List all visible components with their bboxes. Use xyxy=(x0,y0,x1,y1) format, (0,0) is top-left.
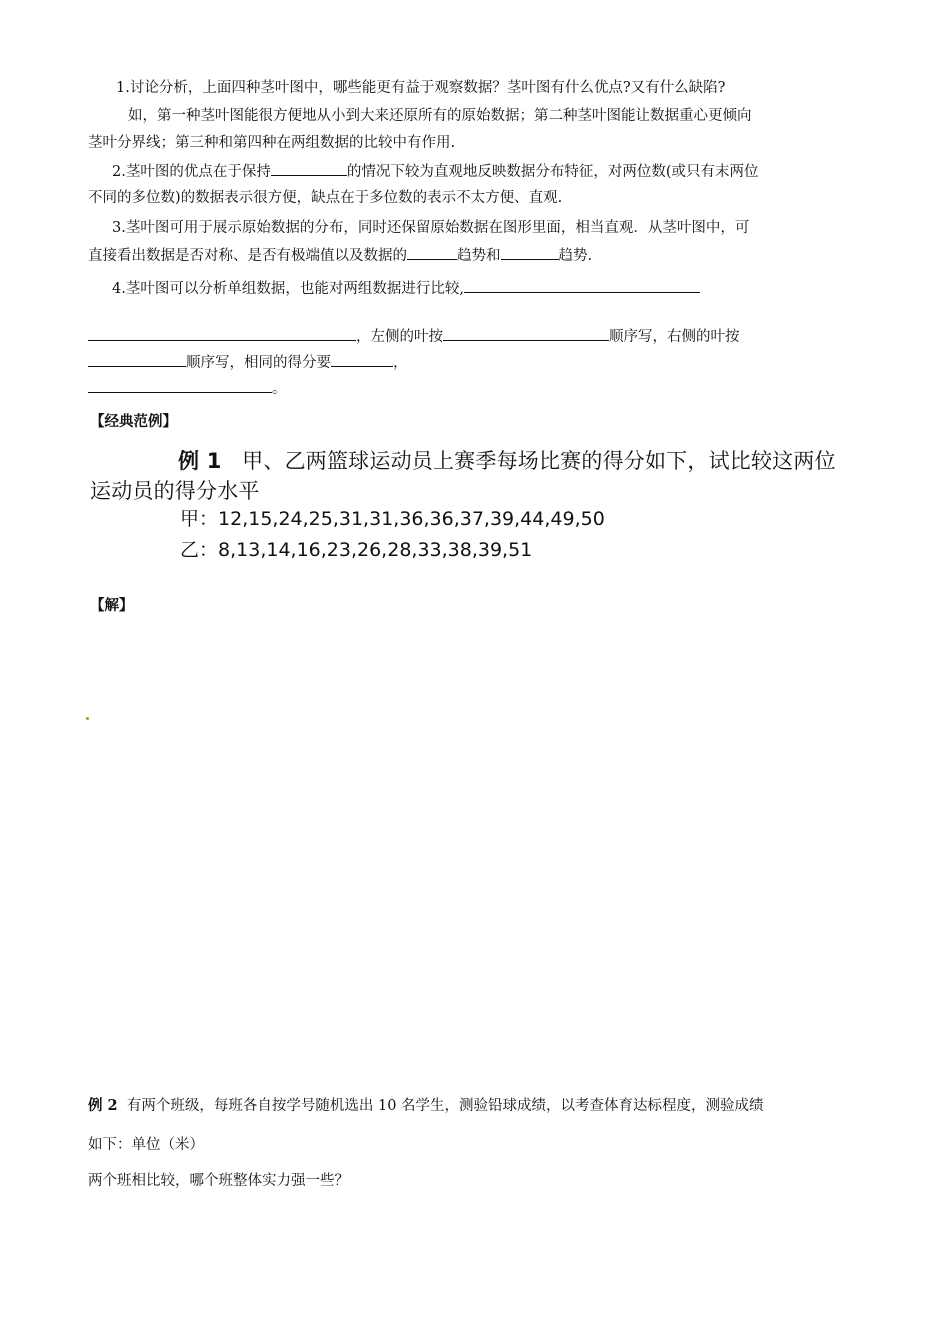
example2-line1-text: 有两个班级，每班各自按学号随机选出 10 名学生，测验铅球成绩，以考查体育达标程度，测验成绩 xyxy=(126,1098,764,1114)
q4-blank-5[interactable] xyxy=(331,352,393,367)
q4-line4 xyxy=(88,378,287,399)
q1-text: 1.讨论分析，上面四种茎叶图中，哪些能更有益于观察数据？茎叶图有什么优点?又有什么缺陷? xyxy=(116,80,726,96)
q4-line2 xyxy=(88,326,740,347)
q2-line1 xyxy=(112,161,759,182)
example1-jia-row xyxy=(180,506,605,532)
q2-part2: 的情况下较为直观地反映数据分布特征，对两位数(或只有末两位 xyxy=(346,164,759,180)
q4-blank-3[interactable] xyxy=(443,326,609,341)
q4-blank-2[interactable] xyxy=(88,326,356,341)
q2-blank[interactable] xyxy=(271,161,347,176)
example1-title-line1 xyxy=(178,447,836,475)
example2-line1 xyxy=(88,1096,764,1116)
jia-scores: 12,15,24,25,31,31,36,36,37,39,44,49,50 xyxy=(218,508,605,530)
stray-dot xyxy=(86,717,89,720)
q3-line2 xyxy=(88,245,592,266)
q3-blank-2[interactable] xyxy=(501,245,559,260)
q4-line1 xyxy=(112,278,700,299)
q4-line2-part2: 顺序写，右侧的叶按 xyxy=(609,329,740,345)
q4-line3-part1: 顺序写，相同的得分要 xyxy=(186,355,331,371)
q3-line1: 3.茎叶图可用于展示原始数据的分布，同时还保留原始数据在图形里面，相当直观．从茎叶图中，可 xyxy=(112,220,750,236)
q4-blank-1[interactable] xyxy=(464,278,700,293)
q4-line2-part1: ，左侧的叶按 xyxy=(356,329,443,345)
example2-label: 例 2 xyxy=(88,1097,118,1114)
q4-blank-6[interactable] xyxy=(88,378,272,393)
q4-line3 xyxy=(88,352,408,373)
jia-label: 甲： xyxy=(180,508,219,530)
example1-yi-row xyxy=(180,537,532,563)
q3-blank-1[interactable] xyxy=(407,245,457,260)
q4-line1-text: 4.茎叶图可以分析单组数据，也能对两组数据进行比较, xyxy=(112,281,464,297)
yi-scores: 8,13,14,16,23,26,28,33,38,39,51 xyxy=(218,539,533,561)
example2-line2: 如下：单位（米） xyxy=(88,1137,204,1153)
q4-blank-4[interactable] xyxy=(88,352,186,367)
solution-label: 【解】 xyxy=(90,597,134,614)
example1-title-line2: 运动员的得分水平 xyxy=(90,479,260,503)
example1-title-rest: 甲、乙两篮球运动员上赛季每场比赛的得分如下，试比较这两位 xyxy=(242,449,836,473)
q3-line2-part1: 直接看出数据是否对称、是否有极端值以及数据的 xyxy=(88,248,407,264)
q3-line2-part3: 趋势. xyxy=(558,248,593,264)
yi-label: 乙： xyxy=(180,539,219,561)
q3-line2-part2: 趋势和 xyxy=(457,248,501,264)
q4-line3-part2: ， xyxy=(393,355,408,371)
section-title: 【经典范例】 xyxy=(90,413,177,430)
q2-line2: 不同的多位数)的数据表示很方便，缺点在于多位数的表示不太方便、直观. xyxy=(88,190,563,206)
q1-example-line2: 茎叶分界线；第三种和第四种在两组数据的比较中有作用. xyxy=(88,135,456,151)
q1-example-line1: 如，第一种茎叶图能很方便地从小到大来还原所有的原始数据；第二种茎叶图能让数据重心更倾向 xyxy=(128,108,752,124)
example2-line3: 两个班相比较，哪个班整体实力强一些？ xyxy=(88,1173,349,1189)
example1-label: 例 1 xyxy=(178,449,222,473)
q2-part1: 2.茎叶图的优点在于保持 xyxy=(112,164,271,180)
q4-line4-end: 。 xyxy=(272,381,287,397)
